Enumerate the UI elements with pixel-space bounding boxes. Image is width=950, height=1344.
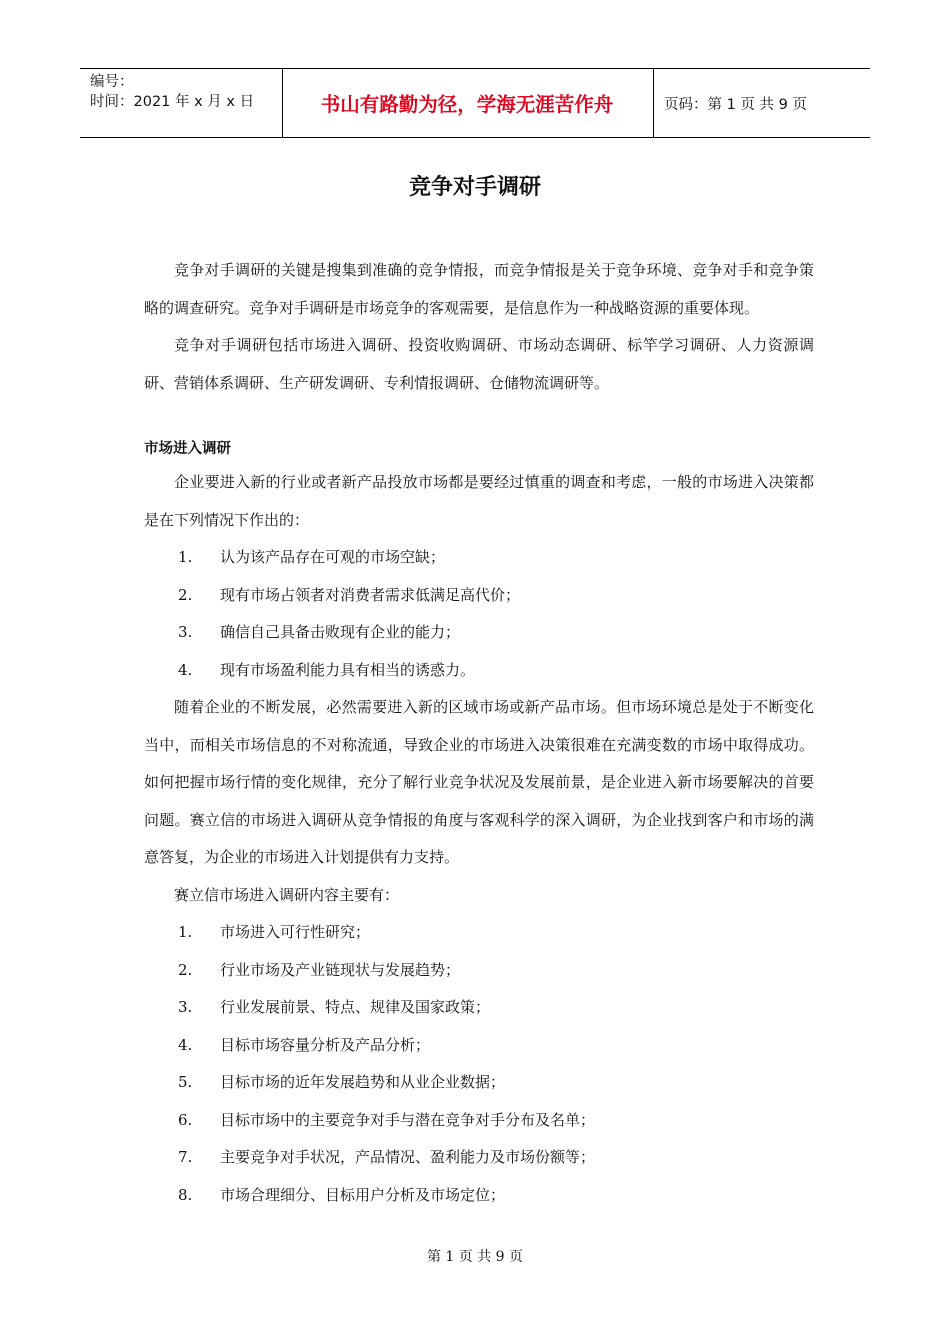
page-footer: 第 1 页 共 9 页: [426, 1249, 524, 1265]
list-text: 确信自己具备击败现有企业的能力；: [220, 623, 461, 641]
list-item: [144, 1177, 814, 1215]
list-number: 8.: [178, 1185, 193, 1204]
list-item: [144, 577, 814, 615]
list-text: 主要竞争对手状况，产品情况、盈利能力及市场份额等；: [220, 1148, 596, 1166]
list-item: [144, 914, 814, 952]
list-number: 4.: [178, 1035, 193, 1054]
document-title: 竞争对手调研: [408, 175, 541, 200]
list-item: [144, 539, 814, 577]
list-number: 4.: [178, 660, 193, 679]
list-number: 1.: [178, 548, 193, 566]
list-number: 2.: [178, 960, 193, 979]
document-body: [144, 252, 814, 1214]
list-text: 认为该产品存在可观的市场空缺；: [220, 548, 446, 566]
list-number: 5.: [178, 1073, 193, 1091]
list-item: [144, 1027, 814, 1065]
list-item: [144, 1064, 814, 1102]
header-divider: [653, 69, 654, 137]
list-text: 行业市场及产业链现状与发展趋势；: [220, 960, 461, 979]
list-text: 目标市场的近年发展趋势和从业企业数据；: [220, 1073, 506, 1091]
list-text: 市场合理细分、目标用户分析及市场定位；: [220, 1185, 506, 1204]
list-number: 7.: [178, 1148, 193, 1166]
page-header: [80, 68, 870, 138]
header-page-info: 页码：第 1 页 共 9 页: [664, 97, 807, 113]
list-item: [144, 989, 814, 1027]
list-number: 1.: [178, 923, 193, 941]
list-text: 目标市场中的主要竞争对手与潜在竞争对手分布及名单；: [220, 1110, 596, 1129]
section-paragraph: 企业要进入新的行业或者新产品投放市场都是要经过慎重的调查和考虑，一般的市场进入决策都是在下列情况下作出的：: [144, 473, 814, 529]
list-item: [144, 614, 814, 652]
list-text: 现有市场占领者对消费者需求低满足高代价；: [220, 585, 521, 604]
header-motto: 书山有路勤为径，学海无涯苦作舟: [320, 93, 614, 116]
list-item: [144, 652, 814, 690]
list-number: 2.: [178, 585, 193, 604]
list-item: [144, 952, 814, 990]
intro-paragraph: 竞争对手调研包括市场进入调研、投资收购调研、市场动态调研、标竿学习调研、人力资源调研、营销体系调研、生产研发调研、专利情报调研、仓储物流调研等。: [144, 336, 814, 392]
list-number: 6.: [178, 1110, 193, 1129]
list-text: 市场进入可行性研究；: [220, 923, 371, 941]
section-heading: 市场进入调研: [144, 441, 231, 457]
research-content-list: [144, 914, 814, 1214]
list-number: 3.: [178, 998, 193, 1016]
conditions-list: [144, 539, 814, 689]
document-date: 时间：2021 年 x 月 x 日: [90, 94, 255, 110]
list-text: 目标市场容量分析及产品分析；: [220, 1035, 431, 1054]
list-item: [144, 1139, 814, 1177]
list-text: 现有市场盈利能力具有相当的诱惑力。: [220, 660, 476, 679]
section-paragraph: 赛立信市场进入调研内容主要有：: [174, 885, 400, 904]
section-paragraph: 随着企业的不断发展，必然需要进入新的区域市场或新产品市场。但市场环境总是处于不断变化当中，而相关市场信息的不对称流通，导致企业的市场进入决策很难在充满变数的市场中取得成功。如何把握市场行情的变化规律，充分了解行业竞争状况及发展前景，是企业进入新市场要解决的首要问题。赛立信的市场进入调研从竞争情报的角度与客观科学的深入调研，为企业找到客户和市场的满意答复，为企业的市场进入计划提供有力支持。: [144, 698, 814, 866]
document-number-label: 编号：: [90, 74, 134, 90]
list-text: 行业发展前景、特点、规律及国家政策；: [220, 998, 491, 1016]
list-number: 3.: [178, 623, 193, 641]
list-item: [144, 1102, 814, 1140]
intro-paragraph: 竞争对手调研的关键是搜集到准确的竞争情报，而竞争情报是关于竞争环境、竞争对手和竞争策略的调查研究。竞争对手调研是市场竞争的客观需要，是信息作为一种战略资源的重要体现。: [144, 261, 814, 317]
header-meta: [90, 72, 280, 112]
